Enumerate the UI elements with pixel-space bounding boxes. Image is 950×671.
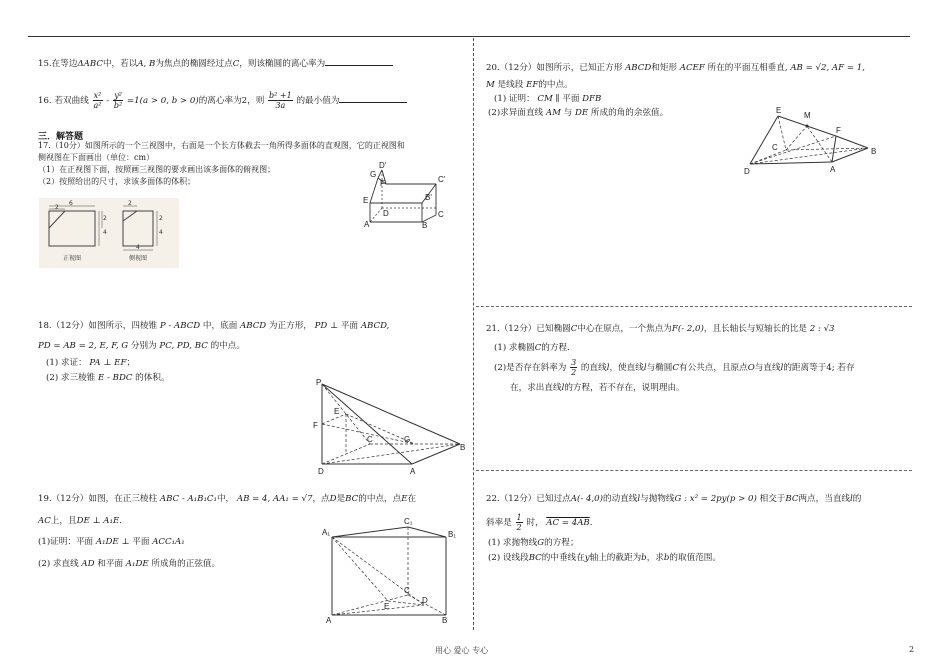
q22-text-g: 斜率是 bbox=[486, 518, 512, 528]
q15-triangle: ΔABC bbox=[77, 59, 103, 69]
label-g: G bbox=[404, 435, 411, 444]
q22-parabola: G : x² = 2py(p > 0) bbox=[674, 494, 757, 504]
front-view bbox=[49, 200, 107, 262]
q21-c: C bbox=[570, 324, 578, 334]
q16-frac-x bbox=[93, 91, 103, 110]
label-e: E bbox=[776, 106, 782, 115]
q18-text-a: 18.（12分）如图所示，四棱锥 bbox=[38, 321, 158, 331]
frac-num: y² bbox=[114, 91, 122, 100]
q22-l: l bbox=[637, 494, 641, 504]
q17-line4: （2）按照给出的尺寸，求该多面体的体积； bbox=[38, 177, 196, 186]
q22-text-j: 的方程； bbox=[544, 538, 579, 548]
q19-perp: ⊥ 平面 bbox=[121, 537, 150, 547]
q21-o: O bbox=[747, 363, 755, 373]
q19-given: AB = 4, AA₁ = √7 bbox=[236, 494, 313, 504]
q19-line-ad: AD bbox=[81, 559, 95, 569]
label-p: P bbox=[316, 378, 322, 387]
q18-part2-label: (2) 求三棱锥 bbox=[46, 373, 96, 383]
q18-part1-end: ； bbox=[126, 358, 136, 368]
q18-part1-expr: PA ⊥ EF bbox=[89, 358, 127, 368]
q21-text-d: 的方程. bbox=[541, 343, 570, 353]
label-c: C bbox=[438, 210, 444, 219]
q20-cm: CM bbox=[537, 94, 553, 104]
question-17 bbox=[38, 140, 405, 188]
label-d: D bbox=[383, 209, 389, 218]
q19-text-d: 是 bbox=[336, 494, 346, 504]
q18-base: ABCD bbox=[240, 321, 267, 331]
label-m: M bbox=[804, 111, 811, 120]
label-b: B bbox=[442, 616, 448, 625]
dim-4: 4 bbox=[103, 229, 107, 236]
label-c: C bbox=[367, 435, 373, 444]
q18-segments: PC, PD, BC bbox=[159, 341, 208, 351]
q19-text-i: 和平面 bbox=[97, 559, 124, 569]
q22-text-k: 的中垂线在 bbox=[541, 553, 585, 563]
q22-point: A(- 4,0) bbox=[570, 494, 603, 504]
column-divider bbox=[473, 38, 474, 630]
q21-slope bbox=[570, 358, 577, 377]
q22-text-f: 的 bbox=[852, 494, 862, 504]
label-b: B bbox=[460, 443, 466, 452]
q21-text-e: 的直线 bbox=[580, 363, 607, 373]
q22-b2: b bbox=[663, 553, 670, 563]
q20-text-d: 是线段 bbox=[497, 80, 524, 90]
q19-text-b: 中， bbox=[216, 494, 235, 504]
question-15 bbox=[38, 56, 393, 72]
q15-text-b: 中，若以 bbox=[102, 59, 138, 69]
q21-l: l bbox=[606, 363, 610, 373]
q19-text-j: 所成角的正弦值。 bbox=[151, 559, 221, 569]
label-b1: B₁ bbox=[448, 530, 457, 539]
label-a: A bbox=[364, 220, 370, 228]
q18-part2-end: 的体积。 bbox=[135, 373, 170, 383]
q18-plane: ABCD, bbox=[360, 321, 390, 331]
dim-2c: 2 bbox=[159, 215, 163, 222]
q22-text-i: ． bbox=[589, 518, 599, 528]
q21-text-i: 与直线 bbox=[754, 363, 781, 373]
q22-text-h: 时， bbox=[526, 518, 544, 528]
q19-prism: ABC - A₁B₁C₁ bbox=[159, 494, 217, 504]
q15-point: C bbox=[232, 59, 240, 69]
q20-part2-label: (2)求异面直线 bbox=[488, 108, 544, 118]
q21-text-a: 21.（12分）已知椭圆 bbox=[486, 324, 571, 334]
label-f: F bbox=[380, 179, 385, 188]
q16-text-b: 的离心率为2，则 bbox=[198, 96, 265, 106]
label-a: A bbox=[410, 467, 416, 476]
label-g: G bbox=[370, 170, 377, 179]
q22-slope bbox=[516, 513, 523, 532]
q20-square: ABCD bbox=[625, 63, 652, 73]
q17-line1: 17.（10分）如图所示的一个三视图中，右面是一个长方体截去一角所得多面体的直观图，它的正视图和 bbox=[38, 141, 405, 150]
right-separator-1 bbox=[476, 306, 912, 307]
frac-num: 1 bbox=[516, 513, 522, 522]
label-e: E bbox=[384, 602, 390, 611]
dim-2-side: 2 bbox=[103, 215, 107, 222]
dim-4b: 4 bbox=[159, 229, 163, 236]
label-c1: C₁ bbox=[404, 517, 413, 526]
q19-plane1: A₁DE bbox=[95, 537, 119, 547]
q22-text-e: 两点，当直线 bbox=[798, 494, 851, 504]
q21-text-l: 的方程，若不存在，说明理由。 bbox=[564, 383, 685, 393]
q19-bc: BC bbox=[345, 494, 359, 504]
q22-text-n: 的取值范围。 bbox=[669, 553, 721, 563]
label-b: B bbox=[422, 221, 428, 228]
label-f: F bbox=[313, 421, 318, 430]
q17-line2: 侧视图在下面画出（单位：cm） bbox=[38, 153, 155, 162]
q20-ef: EF bbox=[526, 80, 539, 90]
dim-2: 2 bbox=[55, 204, 59, 211]
q20-rect: ACEF bbox=[679, 63, 705, 73]
q20-figure bbox=[738, 104, 888, 179]
q20-de: DE bbox=[574, 108, 589, 118]
q21-c2: C bbox=[534, 343, 542, 353]
q18-part1-label: (1) 求证： bbox=[46, 358, 87, 368]
q16-equation-tail: =1(a > 0, b > 0) bbox=[126, 96, 199, 106]
frac-den: b² bbox=[113, 101, 123, 110]
label-a1: A₁ bbox=[322, 528, 331, 537]
question-21 bbox=[486, 318, 855, 396]
q20-am: AM bbox=[545, 108, 561, 118]
label-c: C bbox=[772, 143, 778, 152]
q19-point-e: E bbox=[401, 494, 408, 504]
label-c: C bbox=[404, 586, 410, 595]
q22-b: b bbox=[641, 553, 647, 563]
q21-text-c: ，且长轴长与短轴长的比是 bbox=[703, 324, 808, 334]
q19-text-g: 上，且 bbox=[50, 516, 77, 526]
q20-m: M bbox=[486, 80, 495, 90]
q19-prism-figure bbox=[318, 515, 468, 627]
q16-text-c: 的最小值为 bbox=[296, 96, 340, 106]
q22-g: G bbox=[537, 538, 545, 548]
q22-bc: BC bbox=[785, 494, 799, 504]
q18-pyramid-figure bbox=[312, 378, 472, 478]
q20-part1-label: (1) 证明： bbox=[494, 94, 535, 104]
three-view-figure bbox=[39, 198, 179, 268]
q22-text-m: ，求 bbox=[646, 553, 664, 563]
q19-plane2: ACC₁A₁ bbox=[152, 537, 185, 547]
q20-text-g: 所成的角的余弦值。 bbox=[590, 108, 669, 118]
label-a: A bbox=[830, 165, 836, 174]
q18-pyramid: P - ABCD bbox=[159, 321, 201, 331]
q20-text-e: 的中点。 bbox=[538, 80, 573, 90]
dim-4c: 4 bbox=[136, 244, 140, 251]
side-view bbox=[123, 200, 163, 262]
q16-number: 16. bbox=[38, 96, 52, 106]
frac-num: 3 bbox=[571, 358, 577, 367]
label-d: D bbox=[422, 596, 428, 605]
frac-den: a² bbox=[93, 101, 102, 110]
q22-y: y bbox=[584, 553, 590, 563]
q15-text-c: 为焦点的椭圆经过点 bbox=[155, 59, 233, 69]
frac-den: 2 bbox=[516, 523, 522, 532]
q20-dfb: DFB bbox=[582, 94, 602, 104]
right-separator-2 bbox=[476, 470, 912, 471]
q21-text-j: 的距离等于4; 若存 bbox=[783, 363, 855, 373]
q22-part1-label: (1) 求抛物线 bbox=[488, 538, 538, 548]
top-rule bbox=[28, 36, 910, 37]
label-e: E bbox=[363, 196, 369, 205]
page-number: 2 bbox=[909, 645, 915, 654]
frac-den: 2 bbox=[571, 368, 577, 377]
q19-text-c: ，点 bbox=[312, 494, 330, 504]
q20-text-b: 和矩形 bbox=[651, 63, 678, 73]
q20-given: AB = √2, AF = 1, bbox=[790, 63, 865, 73]
q15-text-d: ，则该椭圆的离心率为 bbox=[239, 59, 326, 69]
q19-text-e: 的中点，点 bbox=[358, 494, 402, 504]
q16-minus: - bbox=[106, 96, 110, 106]
q19-part2-label: (2) 求直线 bbox=[38, 559, 79, 569]
q21-l4: l bbox=[561, 383, 565, 393]
q18-text-e: 分别为 bbox=[130, 341, 157, 351]
side-view-label: 侧视图 bbox=[129, 255, 148, 262]
label-b-prime: B' bbox=[425, 193, 432, 202]
q21-ratio: 2 : √3 bbox=[809, 324, 835, 334]
question-18 bbox=[38, 316, 389, 385]
q22-bc2: BC bbox=[528, 553, 542, 563]
q15-foci: A, B bbox=[137, 59, 156, 69]
section-title: 三．解答题 bbox=[38, 132, 84, 142]
q19-plane3: A₁DE bbox=[125, 559, 149, 569]
q15-text: 在等边 bbox=[51, 59, 78, 69]
label-f: F bbox=[836, 126, 841, 135]
q20-text-f: 与 bbox=[563, 108, 573, 118]
q22-text-l: 轴上的截距为 bbox=[589, 553, 642, 563]
answer-blank bbox=[325, 57, 393, 66]
dim-6: 6 bbox=[69, 200, 73, 207]
q21-text-k: 在，求出直线 bbox=[510, 383, 562, 393]
label-d: D bbox=[318, 467, 324, 476]
q20-parallel: ∥ 平面 bbox=[555, 94, 580, 104]
q19-text-f: 在 bbox=[407, 494, 417, 504]
q21-text-h: 有公共点，且原点 bbox=[678, 363, 748, 373]
q19-text-h: ． bbox=[119, 516, 128, 526]
q22-text-d: 相交于 bbox=[759, 494, 786, 504]
label-a: A bbox=[326, 616, 332, 625]
q21-text-b: 中心在原点，一个焦点为 bbox=[577, 324, 672, 334]
frac-num: x² bbox=[93, 91, 102, 100]
q18-given: PD = AB = 2, E, F, G bbox=[38, 341, 129, 351]
q16-frac-expr bbox=[268, 91, 293, 110]
q22-text-c: 与抛物线 bbox=[640, 494, 675, 504]
front-view-label: 正视图 bbox=[63, 255, 82, 262]
q21-part2-label: (2)是否存在斜率为 bbox=[494, 363, 567, 373]
frac-num: b² +1 bbox=[269, 91, 292, 100]
label-d-prime: D' bbox=[379, 161, 387, 170]
q21-l2: l bbox=[643, 363, 647, 373]
q20-text-c: 所在的平面互相垂直, bbox=[707, 63, 788, 73]
q22-part2-label: (2) 设线段 bbox=[488, 553, 529, 563]
q19-part1-label: (1)证明：平面 bbox=[38, 537, 94, 547]
dim-2b: 2 bbox=[128, 200, 132, 207]
q16-text: 若双曲线 bbox=[54, 96, 89, 106]
q20-text-a: 20.（12分）如图所示，已知正方形 bbox=[486, 63, 623, 73]
q22-text-b: 的动直线 bbox=[602, 494, 638, 504]
q21-part1-label: (1) 求椭圆 bbox=[494, 343, 535, 353]
q19-text-a: 19.（12分）如图，在正三棱柱 bbox=[38, 494, 158, 504]
q21-text-g: 与椭圆 bbox=[646, 363, 673, 373]
q18-text-d: 平面 bbox=[340, 321, 359, 331]
question-22 bbox=[486, 488, 861, 566]
q17-polyhedron-figure bbox=[352, 160, 452, 228]
q18-perp: PD ⊥ bbox=[314, 321, 339, 331]
q19-ac: AC bbox=[38, 516, 51, 526]
q15-number: 15. bbox=[38, 59, 52, 69]
q21-l3: l bbox=[780, 363, 784, 373]
label-c-prime: C' bbox=[438, 175, 446, 184]
q19-point-d: D bbox=[329, 494, 337, 504]
footer-text: 用心 爱心 专心 bbox=[435, 646, 489, 655]
label-d: D bbox=[744, 167, 750, 176]
q18-text-c: 为正方形， bbox=[268, 321, 312, 331]
frac-den: 3a bbox=[275, 101, 286, 110]
label-e: E bbox=[334, 407, 340, 416]
q19-condition: DE ⊥ A₁E bbox=[76, 516, 120, 526]
q21-focus: F(- 2,0) bbox=[671, 324, 704, 334]
q17-line3: （1）在正视图下面，按照画三视图的要求画出该多面体的俯视图； bbox=[38, 165, 276, 174]
q18-text-f: 的中点。 bbox=[210, 341, 245, 351]
q18-part2-expr: E - BDC bbox=[98, 373, 133, 383]
answer-blank bbox=[339, 94, 407, 103]
question-16 bbox=[38, 91, 407, 110]
q22-text-a: 22.（12分）已知过点 bbox=[486, 494, 571, 504]
q18-text-b: 中，底面 bbox=[202, 321, 238, 331]
q22-l2: l bbox=[850, 494, 853, 504]
q21-text-f: ，使直线 bbox=[609, 363, 644, 373]
q21-c3: C bbox=[672, 363, 679, 373]
q16-frac-y bbox=[113, 91, 123, 110]
label-b: B bbox=[871, 147, 877, 156]
q22-vector: AC = 4AB bbox=[546, 518, 590, 528]
